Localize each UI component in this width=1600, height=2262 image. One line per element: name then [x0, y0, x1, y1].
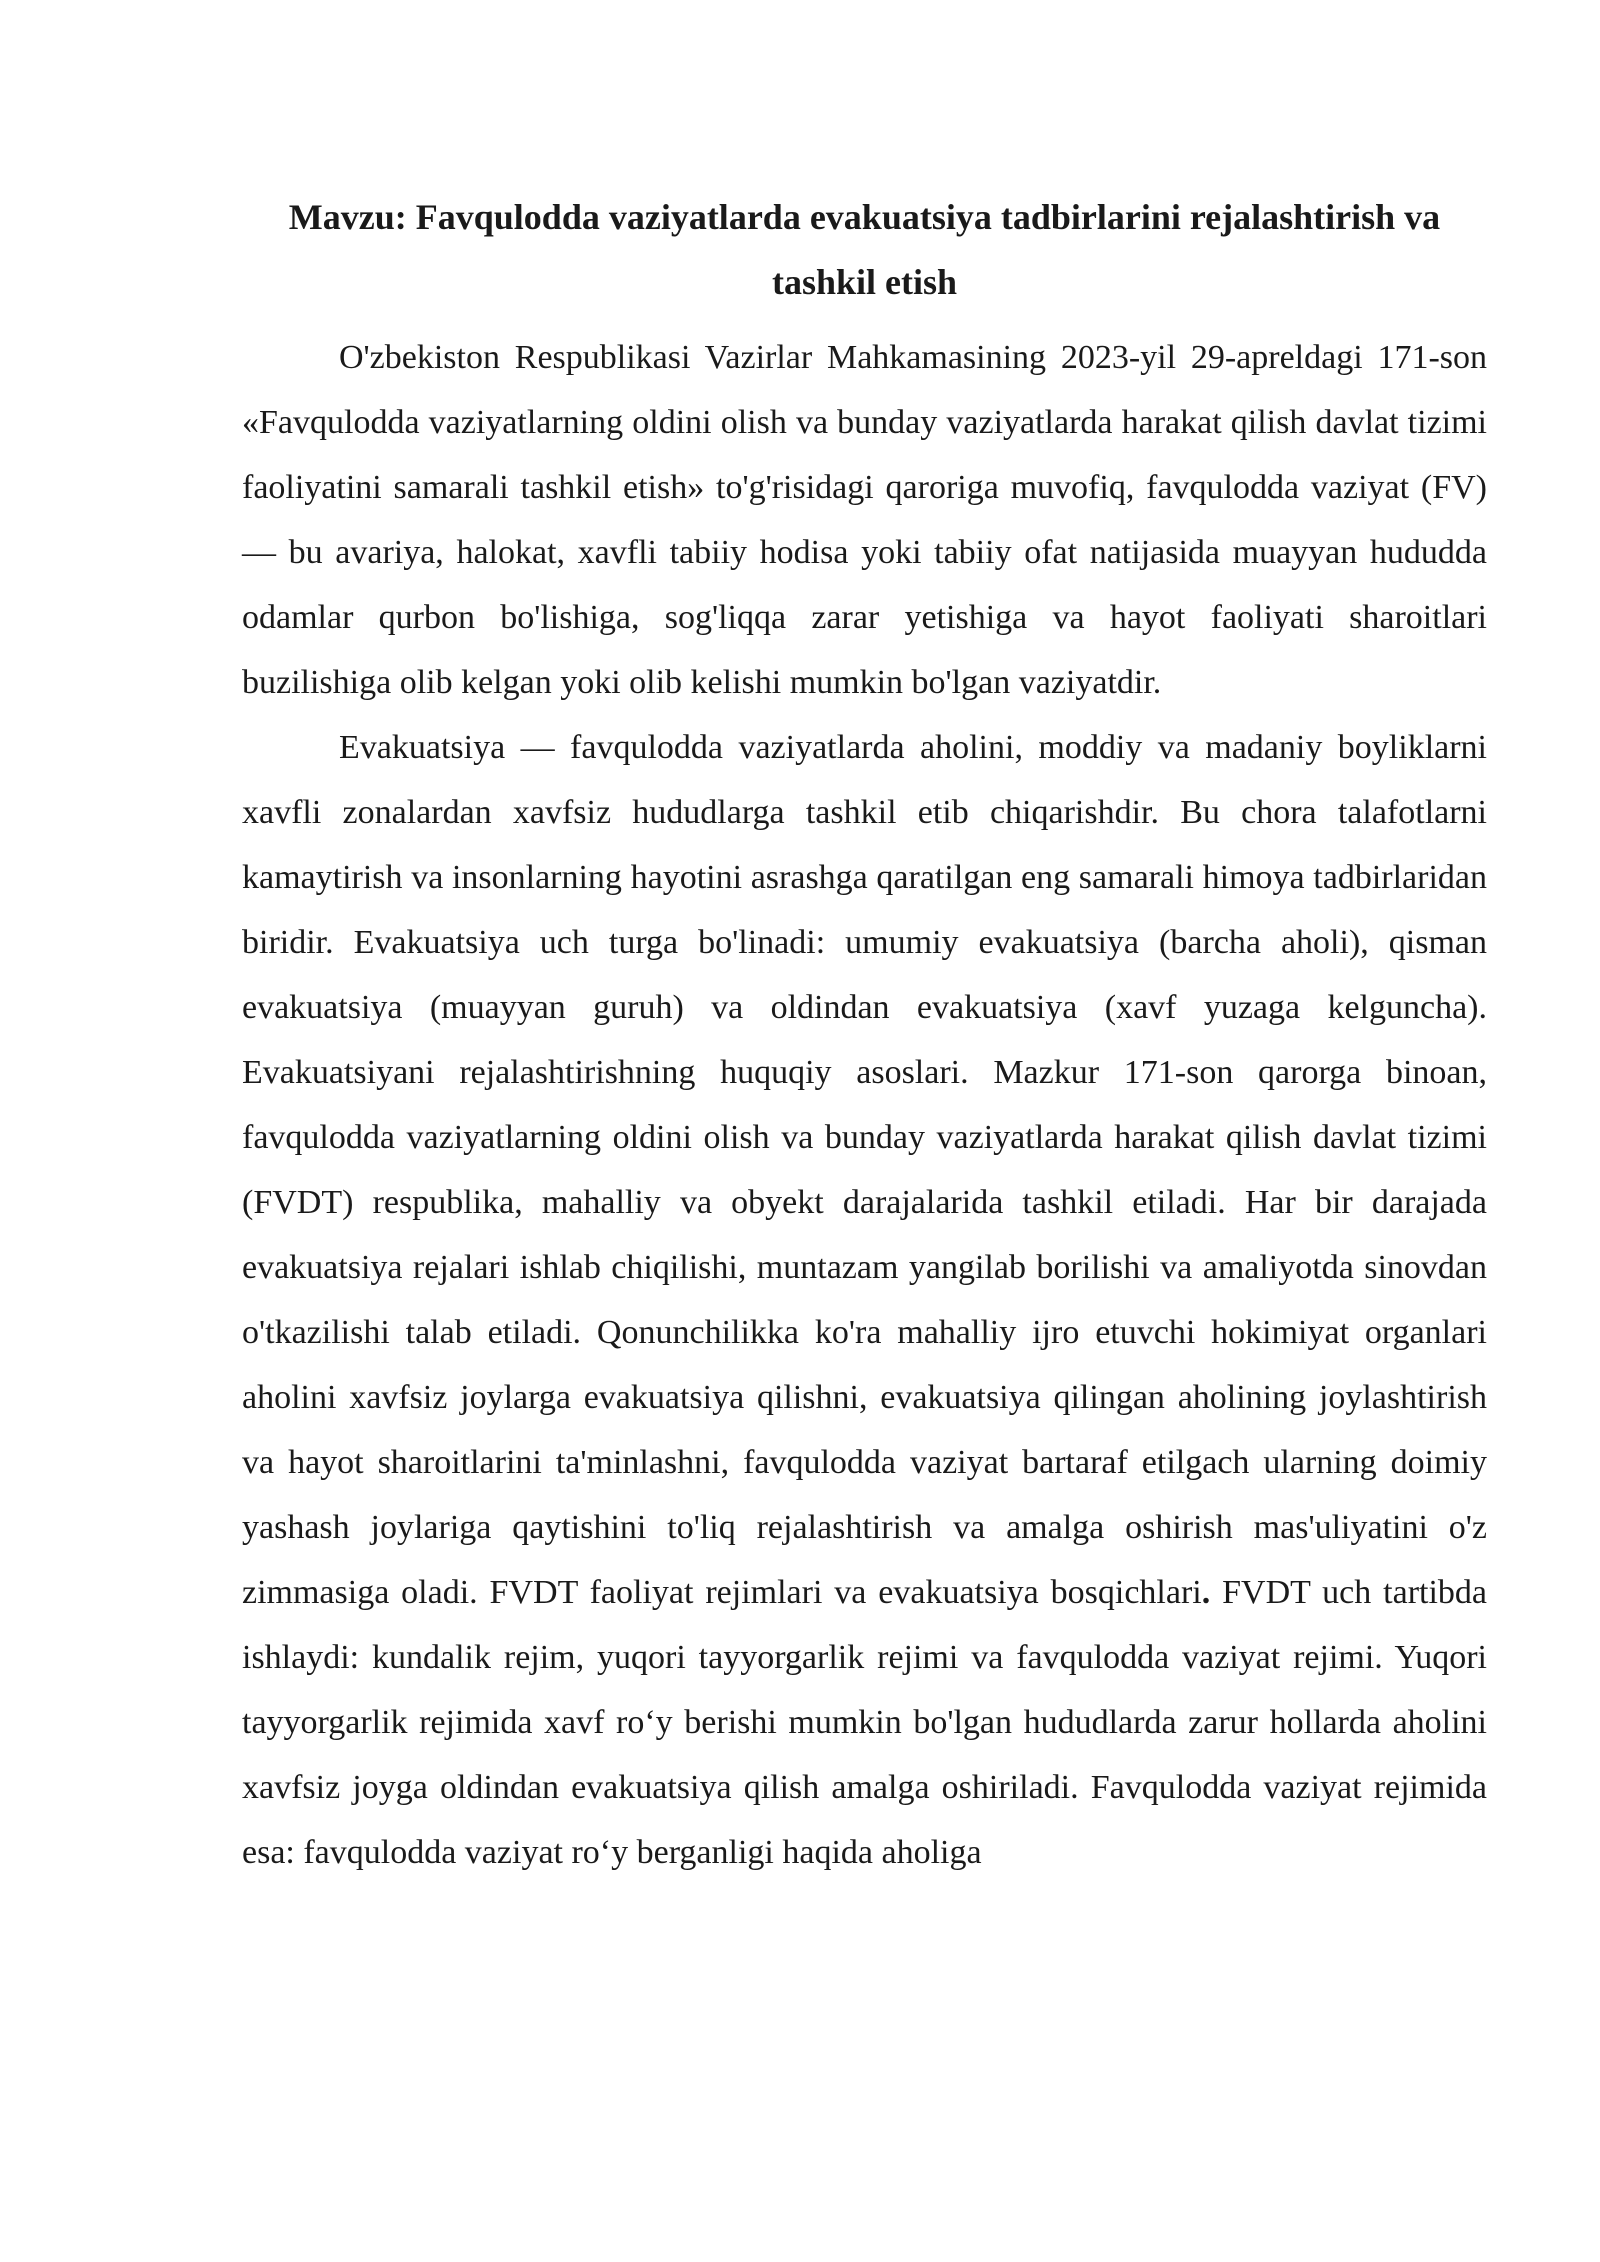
- document-body: [242, 325, 1487, 1885]
- title-line-2: tashkil etish: [771, 262, 958, 302]
- paragraph-evacuation-text-2: Mazkur 171-son qarorga binoan, favqulodda vaziyatlarning oldini olish va bunday vaziyatlarda harakat qilish davlat tizimi (FVDT) respublika, mahalliy va obyekt darajalarida tashkil etiladi. Har bir darajada evakuatsiya rejalari ishlab chiqilishi, muntazam yangilab borilishi va amaliyotda sinovdan o'tkazilishi talab etiladi. Qonunchilikka ko'ra mahalliy ijro etuvchi hokimiyat organlari aholini xavfsiz joylarga evakuatsiya qilishni, evakuatsiya qilingan aholining joylashtirish va hayot sharoitlarini ta'minlashni, favqulodda vaziyat bartaraf etilgach ularning doimiy yashash joylariga qaytishini to'liq rejalashtirish va amalga oshirish mas'uliyatini o'z zimmasiga oladi. FVDT faoliyat rejimlari va evakuatsiya bosqichlari: [242, 1054, 1487, 1611]
- paragraph-evacuation-text-1: Evakuatsiya — favqulodda vaziyatlarda aholini, moddiy va madaniy boyliklarni xavfli zonalardan xavfsiz hududlarga tashkil etib chiqarishdir. Bu chora talafotlarni kamaytirish va insonlarning hayotini asrashga qaratilgan eng samarali himoya tadbirlaridan biridir. Evakuatsiya uch turga bo'linadi: umumiy evakuatsiya (barcha aholi), qisman evakuatsiya (muayyan guruh) va oldindan evakuatsiya (xavf yuzaga kelguncha). Evakuatsiyani rejalashtirishning huquqiy asoslari: [242, 729, 1487, 1091]
- paragraph-evacuation-dot-2: .: [1201, 1574, 1211, 1611]
- paragraph-evacuation: [242, 715, 1487, 1885]
- title-line-1: Mavzu: Favqulodda vaziyatlarda evakuatsiya tadbirlarini rejalashtirish va: [288, 197, 1441, 237]
- paragraph-evacuation-dot-1: .: [960, 1054, 969, 1091]
- paragraph-definition: O'zbekiston Respublikasi Vazirlar Mahkamasining 2023-yil 29-apreldagi 171-son «Favqulodda vaziyatlarning oldini olish va bunday vaziyatlarda harakat qilish davlat tizimi faoliyatini samarali tashkil etish» to'g'risidagi qaroriga muvofiq, favqulodda vaziyat (FV) — bu avariya, halokat, xavfli tabiiy hodisa yoki tabiiy ofat natijasida muayyan hududda odamlar qurbon bo'lishiga, sog'liqqa zarar yetishiga va hayot faoliyati sharoitlari buzilishiga olib kelgan yoki olib kelishi mumkin bo'lgan vaziyatdir.: [242, 339, 1487, 701]
- paragraph-evacuation-text-3: FVDT uch tartibda ishlaydi: kundalik rejim, yuqori tayyorgarlik rejimi va favqulodda vaziyat rejimi. Yuqori tayyorgarlik rejimida xavf ro‘y berishi mumkin bo'lgan hududlarda zarur hollarda aholini xavfsiz joyga oldindan evakuatsiya qilish amalga oshiriladi. Favqulodda vaziyat rejimida esa: favqulodda vaziyat ro‘y berganligi haqida aholiga: [242, 1574, 1488, 1871]
- document-title: [242, 185, 1487, 315]
